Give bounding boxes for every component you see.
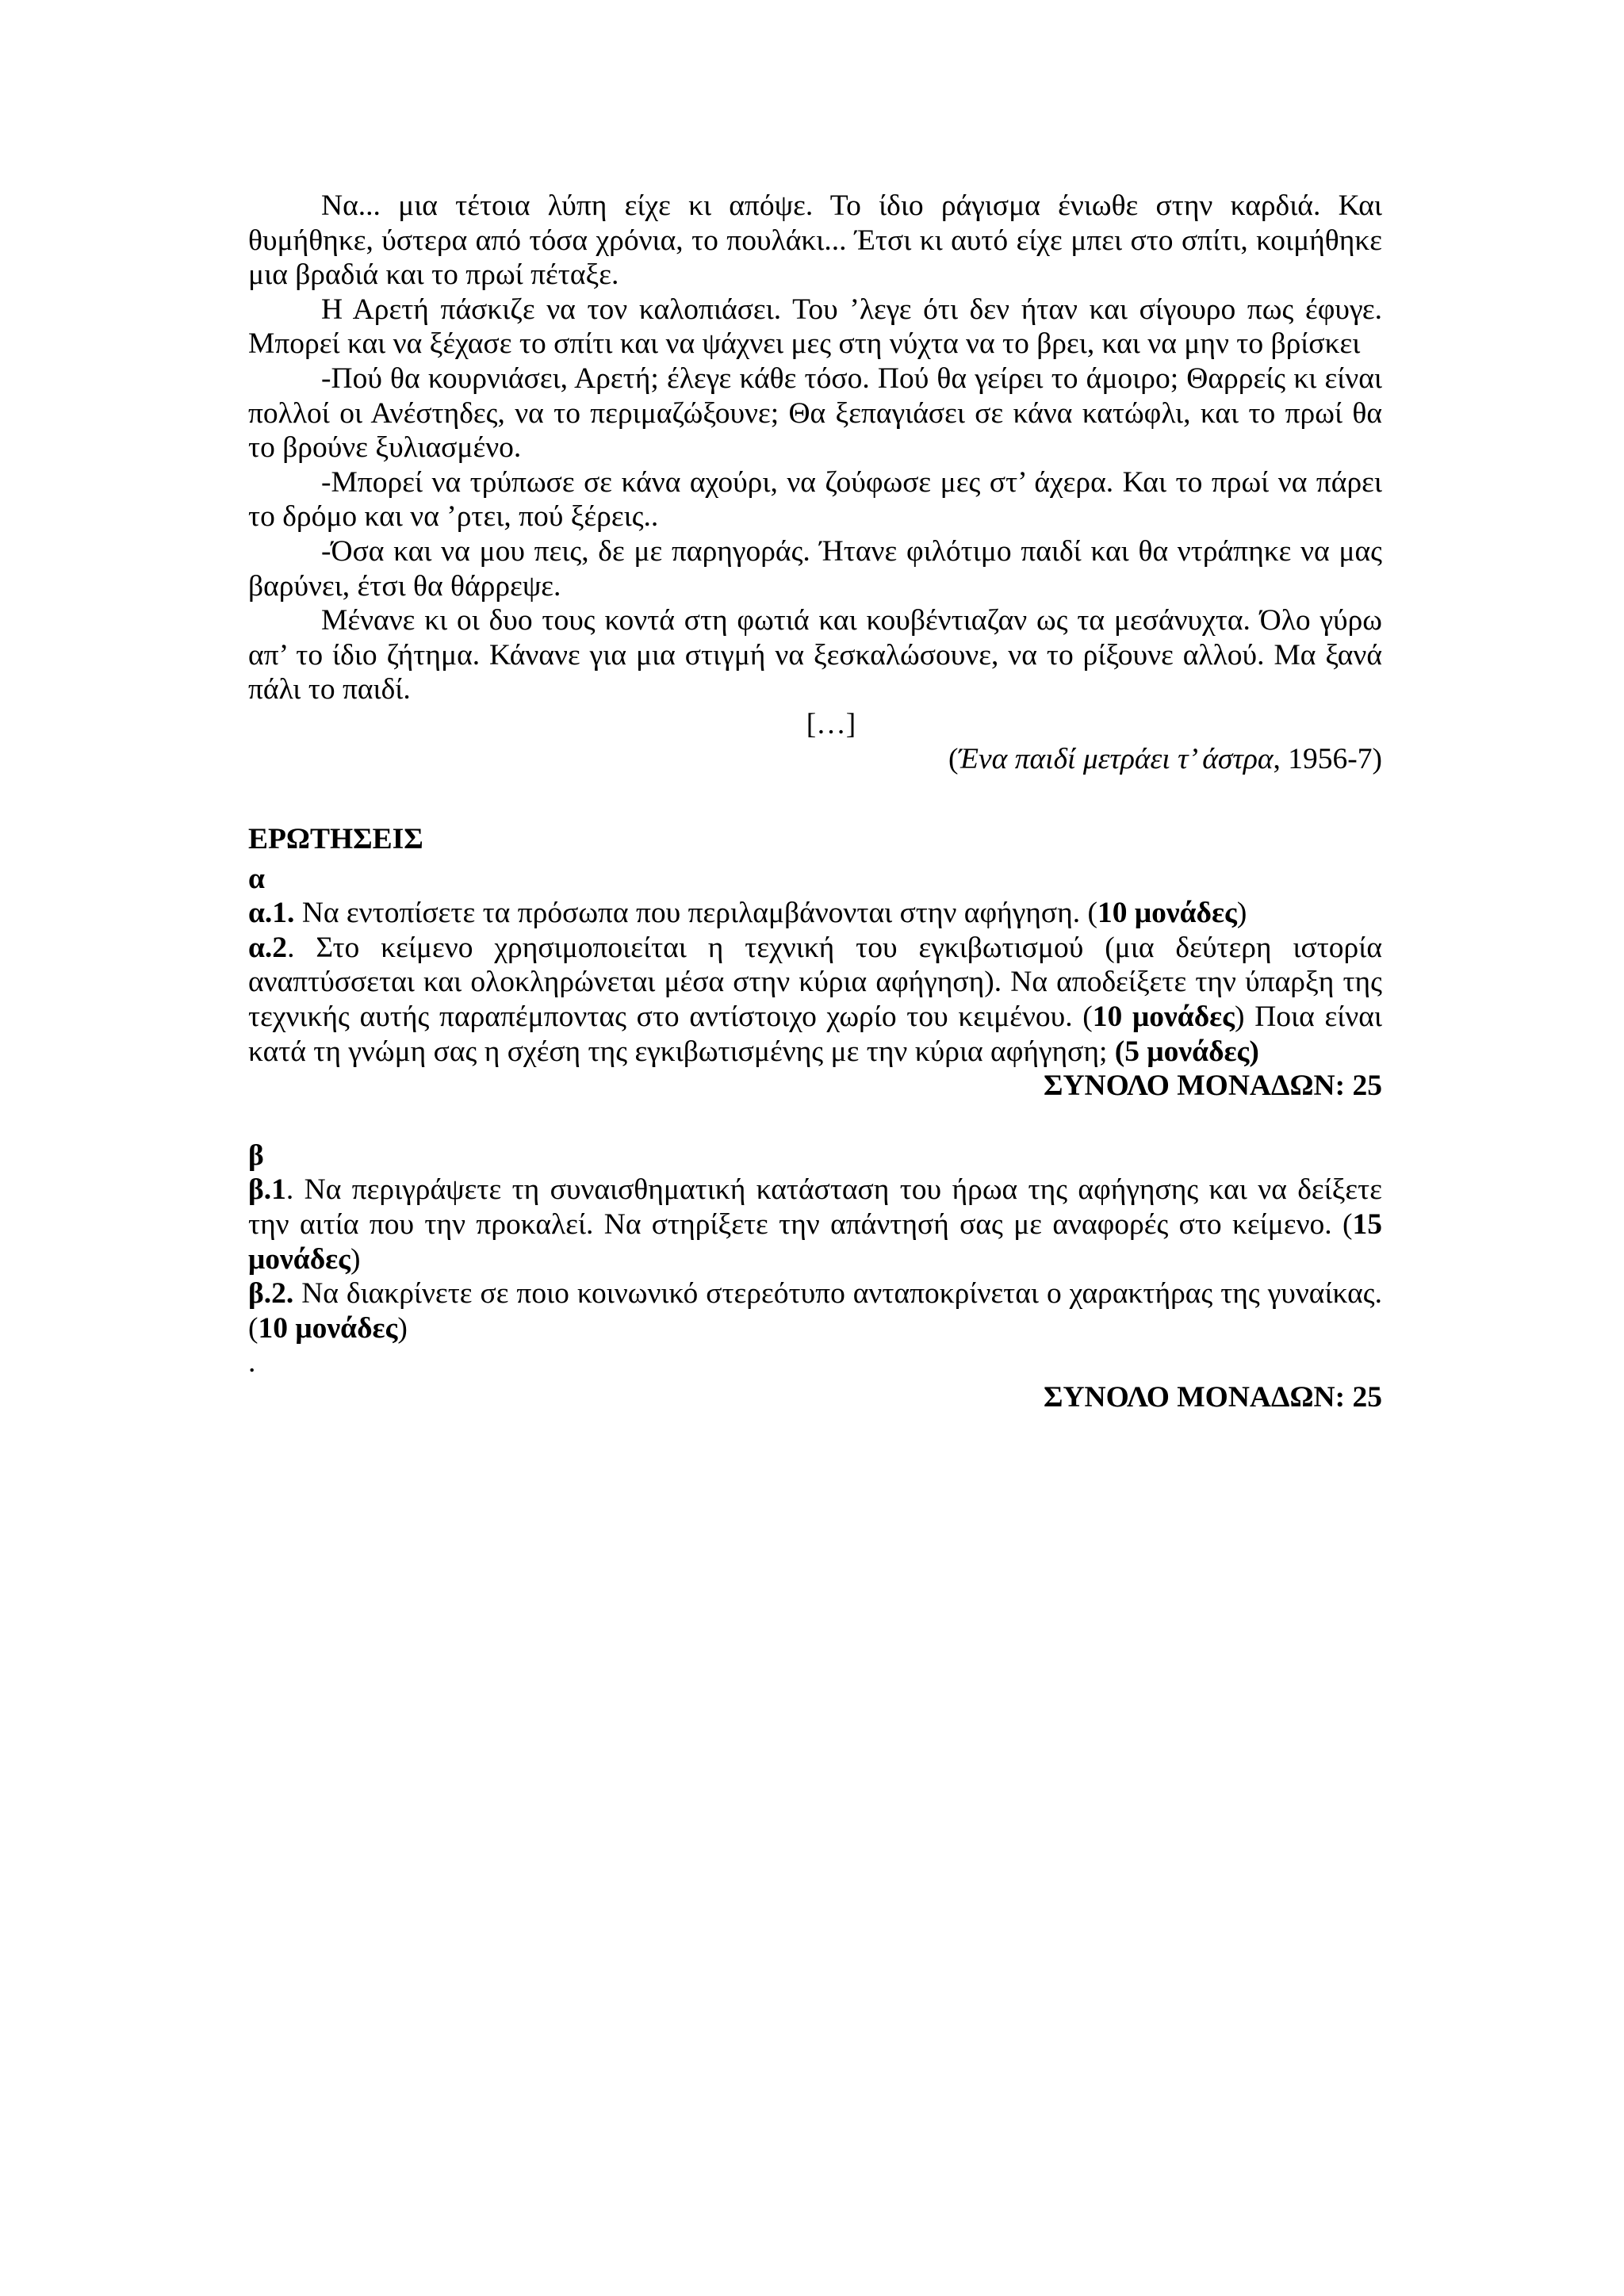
passage-paragraph-1: Να... μια τέτοια λύπη είχε κι απόψε. Το ίδιο ράγισμα ένιωθε στην καρδιά. Και θυμήθηκε, ύστερα από τόσα χρόνια, το πουλάκι... Έτσι κι αυτό είχε μπει στο σπίτι, κοιμήθηκε μια βραδιά και το πρωί πέταξε.	[248, 189, 1382, 292]
question-a1	[248, 896, 1382, 931]
question-a2-number: α.2	[248, 931, 288, 964]
question-b1-text: . Να περιγράψετε τη συναισθηματική κατάσταση του ήρωα της αφήγησης και να δείξετε την αιτία που την προκαλεί. Να στηρίξετε την απάντησή σας με αναφορές στο κείμενο. (	[248, 1173, 1382, 1242]
question-a2-text: . Στο κείμενο χρησιμοποιείται η τεχνική του εγκιβωτισμού (μια δεύτερη ιστορία αναπτύσσεται και ολοκληρώνεται μέσα στην κύρια αφήγηση). Να αποδείξετε την ύπαρξη της τεχνικής αυτής παραπέμποντας στο αντίστοιχο χωρίο του κειμένου. (	[248, 931, 1382, 1034]
section-b-total: ΣΥΝΟΛΟ ΜΟΝΑΔΩΝ: 25	[1043, 1381, 1382, 1414]
question-b1-number: β.1	[248, 1173, 286, 1207]
question-b2-close: )	[397, 1311, 408, 1345]
section-b-label: β	[248, 1138, 264, 1172]
question-a1-points: 10 μονάδες	[1097, 897, 1237, 930]
passage-paragraph-5: -Όσα και να μου πεις, δε με παρηγοράς. Ήτανε φιλότιμο παιδί και θα ντράπηκε να μας βαρύνει, έτσι θα θάρρεψε.	[248, 534, 1382, 603]
question-a2-points: 10 μονάδες	[1092, 1001, 1235, 1034]
question-a2-text2: ) Ποια είναι κατά τη γνώμη σας η σχέση της εγκιβωτισμένης με την κύρια αφήγηση;	[248, 1001, 1382, 1068]
section-a-total: ΣΥΝΟΛΟ ΜΟΝΑΔΩΝ: 25	[1043, 1070, 1382, 1103]
question-b2-points: 10 μονάδες	[258, 1311, 398, 1345]
question-a1-close: )	[1236, 897, 1247, 930]
passage-paragraph-3: -Πού θα κουρνιάσει, Αρετή; έλεγε κάθε τόσο. Πού θα γείρει το άμοιρο; Θαρρείς κι είναι πολλοί οι Ανέστηδες, να το περιμαζώξουνε; Θα ξεπαγιάσει σε κάνα κατώφλι, και το πρωί θα το βρούνε ξυλιασμένο.	[248, 362, 1382, 465]
question-b2-text: Να διακρίνετε σε ποιο κοινωνικό στερεότυπο ανταποκρίνεται ο χαρακτήρας της γυναίκας. (	[248, 1277, 1382, 1345]
question-a1-number: α.1.	[248, 897, 295, 930]
questions-heading: ΕΡΩΤΗΣΕΙΣ	[248, 823, 423, 856]
question-b1-points: 15 μονάδες	[248, 1208, 1382, 1276]
document-page	[248, 189, 1382, 1415]
question-a2	[248, 931, 1382, 1069]
passage-ellipsis: […]	[806, 707, 856, 740]
section-a-label: α	[248, 862, 265, 895]
stray-dot: .	[248, 1346, 256, 1380]
question-a1-text: Να εντοπίσετε τα πρόσωπα που περιλαμβάνονται στην αφήγηση. (	[294, 897, 1097, 930]
question-a2-points2: (5 μονάδες)	[1114, 1035, 1259, 1068]
question-b2-number: β.2.	[248, 1277, 294, 1311]
source-open: (	[948, 742, 959, 775]
passage-paragraph-6: Μένανε κι οι δυο τους κοντά στη φωτιά και κουβέντιαζαν ως τα μεσάνυχτα. Όλο γύρω απ’ το ίδιο ζήτημα. Κάνανε για μια στιγμή να ξεσκαλώσουνε, να το ρίξουνε αλλού. Μα ξανά πάλι το παιδί.	[248, 604, 1382, 706]
question-b1	[248, 1173, 1382, 1276]
question-b2	[248, 1276, 1382, 1345]
passage-paragraph-2: Η Αρετή πάσκιζε να τον καλοπιάσει. Του ’λεγε ότι δεν ήταν και σίγουρο πως έφυγε. Μπορεί και να ξέχασε το σπίτι και να ψάχνει μες στη νύχτα να το βρει, και να μην το βρίσκει	[248, 293, 1382, 361]
source-rest: , 1956-7)	[1273, 742, 1382, 775]
passage-source	[248, 742, 1382, 777]
source-title: Ένα παιδί μετράει τ’ άστρα	[958, 742, 1274, 775]
passage-paragraph-4: -Μπορεί να τρύπωσε σε κάνα αχούρι, να ζούφωσε μες στ’ άχερα. Και το πρωί να πάρει το δρόμο και να ’ρτει, πού ξέρεις..	[248, 465, 1382, 534]
question-b1-close: )	[350, 1242, 361, 1276]
